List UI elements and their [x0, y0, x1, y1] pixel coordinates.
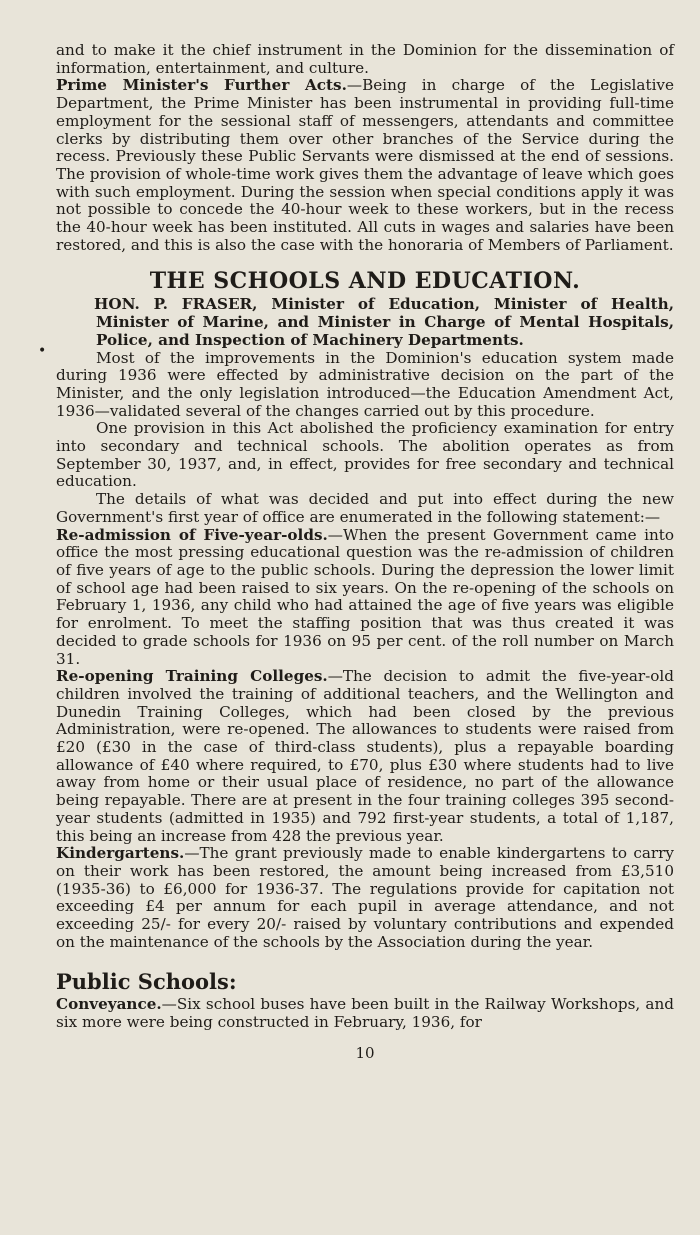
paragraph-readmission: [56, 527, 674, 669]
run-in-heading: Conveyance.: [56, 995, 162, 1014]
paragraph-details: The details of what was decided and put into effect during the new Government's first year of office are enumerated in the following statement:—: [56, 490, 674, 526]
run-in-heading: Kindergartens.: [56, 844, 185, 863]
paragraph-body: —Being in charge of the Legislative Department, the Prime Minister has been instrumental in providing full-time employment for the sessional staff of messengers, attendants and committee clerks by distributing them over other branches of the Service during the recess. Previously these Public Servants were dismissed at the end of sessions. The provision of whole-time work gives them the advantage of leave which goes with such employment. During the session when special conditions apply it was not possible to concede the 40-hour week to these workers, but in the recess the 40-hour week has been instituted. All cuts in wages and salaries have been restored, and this is also the case with the honoraria of Members of Parliament.: [56, 76, 675, 254]
run-in-heading: Re-opening Training Colleges.: [56, 667, 328, 686]
paragraph-prime-minister-acts: [56, 77, 674, 254]
paragraph-kindergartens: [56, 845, 674, 951]
run-in-heading: Re-admission of Five-year-olds.: [56, 525, 328, 544]
paragraph-body: —When the present Government came into office the most pressing educational question was the re-admission of children of five years of age to the public schools. During the depression the lower limit of school age had been raised to six years. On the re-opening of the schools on February 1, 1936, any child who had attained the age of five years was eligible for enrolment. To meet the staffing position that was thus created it was decided to grade schools for 1936 on 95 per cent. of the roll number on March 31.: [56, 525, 674, 668]
paragraph-conveyance: [56, 996, 674, 1031]
paragraph-provision: One provision in this Act abolished the proficiency examination for entry into secondary and technical schools. The abolition operates as from September 30, 1937, and, in effect, provides for free secondary and technical education.: [56, 419, 674, 491]
paragraph-body: —Six school buses have been built in the Railway Workshops, and six more were being constructed in February, 1936, for: [56, 995, 674, 1032]
margin-dot: •: [38, 343, 47, 359]
section-heading: THE SCHOOLS AND EDUCATION.: [149, 268, 581, 295]
paragraph-intro: and to make it the chief instrument in the Dominion for the dissemination of information, entertainment, and culture.: [56, 41, 674, 77]
paragraph-training-colleges: [56, 668, 674, 845]
subheading-public-schools: Public Schools:: [56, 969, 237, 995]
paragraph-body: —The decision to admit the five-year-old children involved the training of additional teachers, and the Wellington and Dunedin Training Colleges, which had been closed by the previous Administration, were re-opened. The allowances to students were raised from £20 (£30 in the case of third-class students), plus a repayable boarding allowance of £40 where required, to £70, plus £30 where students had to live away from home or their usual place of residence, no part of the allowance being repayable. There are at present in the four training colleges 395 second-year students (admitted in 1935) and 792 first-year students, a total of 1,187, this being an increase from 428 the previous year.: [56, 667, 674, 845]
page-number: 10: [355, 1043, 375, 1062]
paragraph-improvements: Most of the improvements in the Dominion's education system made during 1936 were effected by administrative decision on the part of the Minister, and the only legislation introduced—the Education Amendment Act, 1936—validated several of the changes carried out by this procedure.: [56, 348, 674, 420]
run-in-heading: Prime Minister's Further Acts.: [56, 76, 347, 95]
minister-line: HON. P. FRASER, Minister of Education, Minister of Health, Minister of Marine, and Minister in Charge of Mental Hospitals, Police, and Inspection of Machinery Departments.: [94, 295, 674, 349]
paragraph-body: —The grant previously made to enable kindergartens to carry on their work has been restored, the amount being increased from £3,510 (1935-36) to £6,000 for 1936-37. The regulations provide for capitation not exceeding £4 per annum for each pupil in average attendance, and not exceeding 25/- for every 20/- raised by voluntary contributions and expended on the maintenance of the schools by the Association during the year.: [56, 844, 674, 951]
